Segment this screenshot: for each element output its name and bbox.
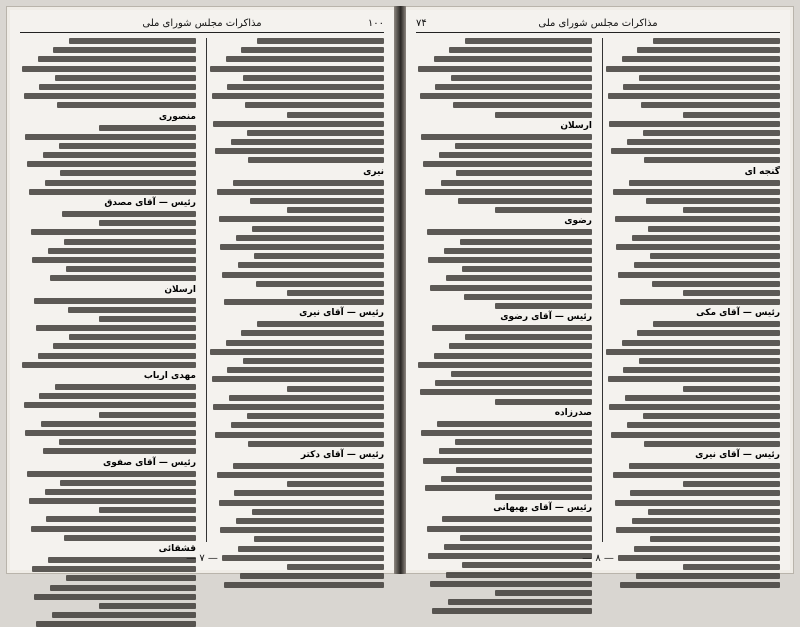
text-line — [420, 93, 592, 99]
text-line — [219, 216, 384, 222]
text-line — [609, 121, 780, 127]
text-line — [219, 500, 384, 506]
text-line — [66, 575, 196, 581]
text-line — [613, 472, 780, 478]
text-line — [420, 389, 592, 395]
text-line — [240, 573, 384, 579]
text-line — [287, 290, 384, 296]
text-line — [27, 161, 196, 167]
text-line — [213, 121, 384, 127]
right-page-footer: — ۸ — — [582, 553, 614, 564]
text-line — [55, 384, 196, 390]
text-line — [220, 244, 384, 250]
text-line — [236, 235, 384, 241]
text-line — [650, 536, 780, 542]
text-line — [60, 480, 196, 486]
text-line — [441, 476, 592, 482]
text-line — [430, 581, 592, 587]
speaker-heading: رضوی — [564, 216, 592, 227]
right-page-column-left — [416, 38, 592, 542]
text-line — [421, 430, 592, 436]
text-line — [637, 47, 780, 53]
text-line — [31, 526, 196, 532]
text-line — [24, 402, 196, 408]
left-page-header — [20, 16, 384, 33]
document-spread — [6, 6, 794, 574]
text-line — [646, 198, 780, 204]
text-line — [418, 362, 592, 368]
text-line — [99, 412, 196, 418]
speaker-heading: رئیس — آقای نیری — [695, 449, 780, 460]
speaker-heading: مهدی ارباب — [143, 371, 196, 381]
speaker-heading: رئیس — آقای دکتر — [300, 449, 384, 460]
text-line — [22, 362, 196, 368]
text-line — [451, 371, 592, 377]
text-line — [629, 180, 780, 186]
text-line — [25, 430, 196, 436]
speaker-heading: رئیس — آقای بهبهانی — [493, 503, 592, 514]
text-line — [287, 481, 384, 487]
text-line — [455, 143, 592, 149]
text-line — [43, 448, 196, 454]
text-line — [653, 321, 780, 327]
text-line — [495, 590, 592, 596]
text-line — [99, 507, 196, 513]
text-line — [31, 229, 196, 235]
text-line — [639, 75, 780, 81]
text-line — [634, 546, 780, 552]
text-line — [442, 516, 592, 522]
text-line — [620, 582, 780, 588]
text-line — [220, 527, 384, 533]
text-line — [643, 413, 780, 419]
text-line — [425, 485, 592, 491]
text-line — [227, 367, 384, 373]
text-line — [434, 353, 592, 359]
text-line — [99, 603, 196, 609]
text-line — [32, 566, 196, 572]
text-line — [495, 399, 592, 405]
text-line — [41, 421, 196, 427]
text-line — [217, 472, 384, 478]
text-line — [653, 38, 780, 44]
text-line — [238, 262, 384, 268]
text-line — [437, 421, 592, 427]
text-line — [453, 102, 592, 108]
text-line — [231, 139, 384, 145]
text-line — [217, 189, 384, 195]
text-line — [257, 321, 384, 327]
left-page-number: ۱۰۰ — [367, 18, 384, 29]
text-line — [236, 518, 384, 524]
text-line — [248, 441, 384, 447]
text-line — [39, 84, 196, 90]
text-line — [444, 248, 592, 254]
text-line — [644, 441, 780, 447]
right-page-number: ۷۴ — [416, 18, 427, 29]
text-line — [243, 75, 384, 81]
text-line — [99, 220, 196, 226]
text-line — [252, 509, 384, 515]
speaker-heading: رئیس — آقای مکی — [696, 308, 780, 319]
text-line — [36, 325, 196, 331]
text-line — [421, 134, 592, 140]
text-line — [423, 161, 592, 167]
text-line — [462, 266, 592, 272]
text-line — [66, 266, 196, 272]
text-line — [458, 198, 592, 204]
text-line — [455, 439, 592, 445]
text-line — [48, 248, 196, 254]
text-line — [439, 448, 592, 454]
text-line — [250, 198, 384, 204]
text-line — [227, 84, 384, 90]
text-line — [52, 612, 196, 618]
text-line — [636, 573, 780, 579]
text-line — [241, 330, 384, 336]
text-line — [229, 395, 384, 401]
text-line — [465, 38, 592, 44]
speaker-heading: نیری — [363, 166, 384, 177]
text-line — [611, 148, 780, 154]
text-line — [449, 343, 592, 349]
text-line — [643, 130, 780, 136]
text-line — [222, 272, 384, 278]
right-page — [406, 10, 790, 570]
text-line — [423, 458, 592, 464]
left-page-header-title: مذاکرات مجلس شورای ملی — [142, 18, 262, 29]
left-page-footer: — ۷ — — [186, 553, 218, 564]
text-line — [683, 290, 780, 296]
text-line — [215, 432, 384, 438]
text-line — [22, 66, 196, 72]
text-line — [215, 148, 384, 154]
text-line — [432, 325, 592, 331]
speaker-heading: ارسلان — [560, 120, 592, 131]
text-line — [630, 490, 780, 496]
text-line — [460, 239, 592, 245]
text-line — [441, 180, 592, 186]
text-line — [50, 275, 196, 281]
text-line — [50, 585, 196, 591]
text-line — [622, 340, 780, 346]
text-line — [254, 253, 384, 259]
text-line — [683, 112, 780, 118]
text-line — [495, 494, 592, 500]
text-line — [224, 582, 384, 588]
text-line — [248, 157, 384, 163]
text-line — [639, 358, 780, 364]
text-line — [465, 334, 592, 340]
text-line — [69, 334, 196, 340]
text-line — [622, 56, 780, 62]
text-line — [683, 481, 780, 487]
text-line — [64, 535, 196, 541]
text-line — [53, 47, 196, 53]
text-line — [29, 498, 196, 504]
text-line — [456, 467, 592, 473]
text-line — [53, 343, 196, 349]
speaker-heading: صدرزاده — [554, 407, 592, 418]
text-line — [29, 189, 196, 195]
text-line — [632, 518, 780, 524]
text-line — [683, 207, 780, 213]
text-line — [213, 404, 384, 410]
text-line — [428, 257, 592, 263]
right-page-header — [416, 16, 780, 33]
text-line — [615, 500, 780, 506]
text-line — [231, 422, 384, 428]
speaker-heading: رئیس — آقای مصدق — [104, 198, 196, 208]
text-line — [245, 102, 384, 108]
text-line — [69, 38, 196, 44]
text-line — [212, 376, 384, 382]
text-line — [247, 413, 384, 419]
text-line — [210, 66, 384, 72]
text-line — [629, 463, 780, 469]
text-line — [27, 471, 196, 477]
text-line — [64, 239, 196, 245]
text-line — [435, 84, 592, 90]
right-page-header-title: مذاکرات مجلس شورای ملی — [538, 18, 658, 29]
text-line — [652, 281, 780, 287]
text-line — [287, 207, 384, 213]
text-line — [434, 56, 592, 62]
text-line — [446, 275, 592, 281]
text-line — [444, 544, 592, 550]
left-page — [10, 10, 394, 570]
text-line — [34, 594, 196, 600]
text-line — [212, 93, 384, 99]
text-line — [224, 299, 384, 305]
text-line — [613, 189, 780, 195]
text-line — [32, 257, 196, 263]
text-line — [38, 56, 196, 62]
text-line — [606, 349, 780, 355]
text-line — [495, 303, 592, 309]
text-line — [62, 211, 196, 217]
text-line — [611, 432, 780, 438]
text-line — [234, 490, 384, 496]
text-line — [618, 272, 780, 278]
text-line — [247, 130, 384, 136]
text-line — [616, 244, 780, 250]
text-line — [609, 404, 780, 410]
text-line — [608, 376, 780, 382]
text-line — [38, 353, 196, 359]
right-page-column-right — [604, 38, 780, 542]
text-line — [432, 608, 592, 614]
text-line — [25, 134, 196, 140]
text-line — [57, 102, 196, 108]
text-line — [43, 152, 196, 158]
text-line — [34, 298, 196, 304]
text-line — [495, 207, 592, 213]
text-line — [59, 439, 196, 445]
text-line — [425, 189, 592, 195]
text-line — [256, 281, 384, 287]
text-line — [683, 386, 780, 392]
left-page-column-left — [20, 38, 196, 554]
text-line — [615, 216, 780, 222]
text-line — [252, 226, 384, 232]
text-line — [238, 546, 384, 552]
speaker-heading: ارسلان — [164, 284, 196, 295]
left-page-column-right — [208, 38, 384, 542]
text-line — [648, 509, 780, 515]
text-line — [456, 170, 592, 176]
text-line — [99, 316, 196, 322]
text-line — [683, 564, 780, 570]
text-line — [287, 564, 384, 570]
text-line — [99, 125, 196, 131]
text-line — [637, 330, 780, 336]
text-line — [241, 47, 384, 53]
text-line — [632, 235, 780, 241]
text-line — [439, 152, 592, 158]
book-gutter — [394, 6, 406, 574]
text-line — [287, 386, 384, 392]
text-line — [608, 93, 780, 99]
text-line — [55, 75, 196, 81]
text-line — [625, 395, 780, 401]
text-line — [620, 299, 780, 305]
text-line — [60, 170, 196, 176]
speaker-heading: رئیس — آقای صفوی — [102, 457, 196, 468]
text-line — [233, 180, 384, 186]
column-divider — [602, 38, 603, 542]
speaker-heading: گنجه ای — [744, 166, 780, 177]
text-line — [627, 422, 780, 428]
text-line — [226, 340, 384, 346]
speaker-heading: رئیس — آقای نیری — [299, 308, 384, 319]
text-line — [45, 489, 196, 495]
speaker-heading: منصوری — [158, 111, 196, 122]
text-line — [464, 294, 592, 300]
text-line — [435, 380, 592, 386]
text-line — [446, 572, 592, 578]
text-line — [68, 307, 196, 313]
text-line — [430, 285, 592, 291]
text-line — [36, 621, 196, 627]
text-line — [623, 84, 780, 90]
speaker-heading: قشقائی — [158, 544, 196, 554]
text-line — [233, 463, 384, 469]
text-line — [418, 66, 592, 72]
text-line — [648, 226, 780, 232]
text-line — [59, 143, 196, 149]
text-line — [257, 38, 384, 44]
text-line — [243, 358, 384, 364]
text-line — [634, 262, 780, 268]
text-line — [39, 393, 196, 399]
text-line — [616, 527, 780, 533]
text-line — [449, 47, 592, 53]
text-line — [644, 157, 780, 163]
column-divider — [206, 38, 207, 542]
text-line — [210, 349, 384, 355]
text-line — [427, 526, 592, 532]
text-line — [448, 599, 592, 605]
text-line — [641, 102, 780, 108]
text-line — [627, 139, 780, 145]
text-line — [226, 56, 384, 62]
text-line — [460, 535, 592, 541]
text-line — [606, 66, 780, 72]
text-line — [24, 93, 196, 99]
text-line — [287, 112, 384, 118]
text-line — [650, 253, 780, 259]
text-line — [45, 180, 196, 186]
speaker-heading: رئیس — آقای رضوی — [500, 312, 592, 323]
text-line — [254, 536, 384, 542]
text-line — [46, 516, 196, 522]
text-line — [623, 367, 780, 373]
text-line — [451, 75, 592, 81]
text-line — [495, 112, 592, 118]
text-line — [427, 229, 592, 235]
